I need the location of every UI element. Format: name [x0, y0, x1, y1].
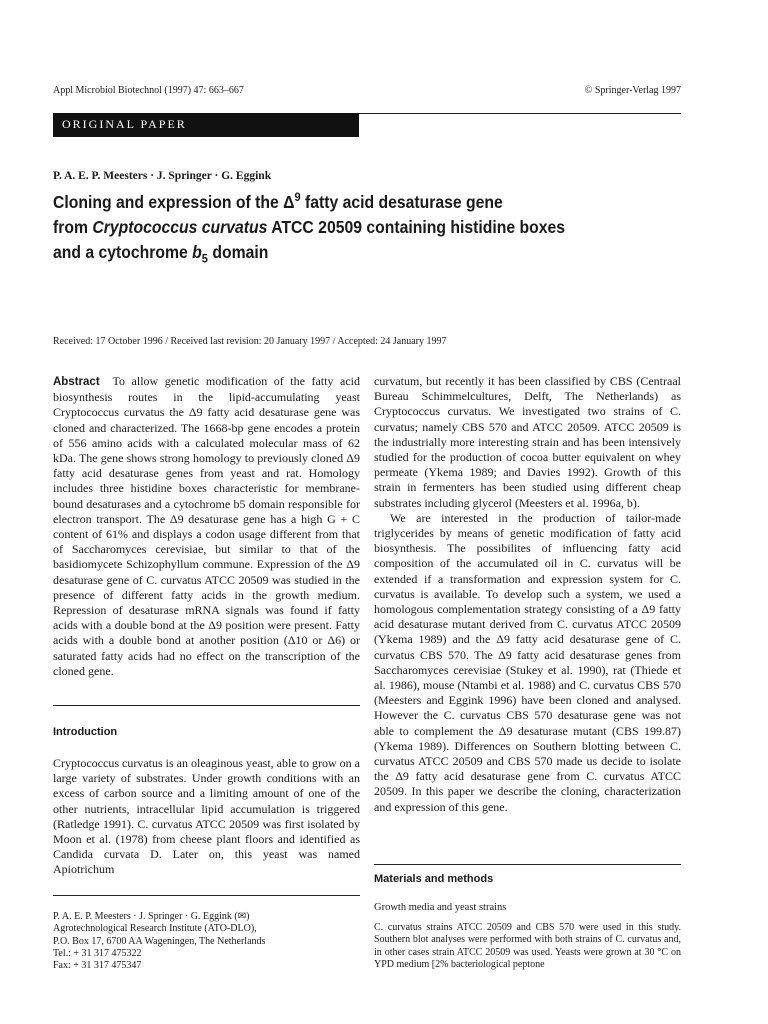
title-line2-text: from: [53, 217, 93, 237]
affiliation-tel: Tel.: + 31 317 475322: [53, 947, 142, 959]
abstract: [53, 374, 360, 679]
title-line1-text: Cloning and expression of the Δ: [53, 192, 295, 212]
title-line3-text: and a cytochrome: [53, 242, 193, 262]
right-column-text: [374, 374, 681, 815]
author-list: P. A. E. P. Meesters · J. Springer · G. Eggink: [53, 170, 272, 182]
section-label-bar: [53, 113, 359, 137]
section-label: ORIGINAL PAPER: [62, 117, 187, 131]
footnote-rule: [53, 895, 360, 896]
introduction-heading: Introduction: [53, 726, 118, 738]
affiliation-fax: Fax: + 31 317 475347: [53, 960, 142, 972]
affiliation-address: P.O. Box 17, 6700 AA Wageningen, The Netherlands: [53, 935, 266, 947]
introduction-paragraph: Cryptococcus curvatus is an oleaginous yeast, able to grow on a large variety of substrates. Under growth conditions with an excess of carbon source and a limiting amount of one of the other nutrients, intracellular lipid accumulation is triggered (Ratledge 1991). C. curvatus ATCC 20509 was first isolated by Moon et al. (1978) from cheese plant floors and identified as Candida curvata D. Later on, this yeast was named Apiotrichum: [53, 756, 360, 877]
title-line3-rest: domain: [207, 242, 269, 262]
title-line1-rest: fatty acid desaturase gene: [300, 192, 503, 212]
header-rule: [359, 113, 681, 114]
title-species: Cryptococcus curvatus: [92, 217, 268, 237]
title-line2-rest: ATCC 20509 containing histidine boxes: [267, 217, 566, 237]
copyright-notice: © Springer-Verlag 1997: [584, 85, 681, 96]
introduction-text: [53, 756, 360, 878]
title-cytochrome-b: b: [192, 242, 202, 262]
growth-media-text: C. curvatus strains ATCC 20509 and CBS 570 were used in this study. Southern blot analyses were performed with both strains of C. curvatus and, in other cases strain ATCC 20509 was used. Yeasts were grown at 30 °C on YPD medium [2% bacteriological peptone: [374, 922, 681, 971]
abstract-text: To allow genetic modification of the fatty acid biosynthesis routes in the lipid-accumulating yeast Cryptococcus curvatus the Δ9 fatty acid desaturase gene was cloned and characterized. The 1668-bp gene encodes a protein of 556 amino acids with a calculated molecular mass of 62 kDa. The gene shows strong homology to previously cloned Δ9 fatty acid desaturase genes from yeast and rat. Homology includes three histidine boxes characteristic for membrane-bound desaturases and a cytochrome b5 domain responsible for electron transport. The Δ9 desaturase gene has a high G + C content of 61% and displays a codon usage different from that of Saccharomyces cerevisiae, but similar to that of the basidiomycete Schizophyllum commune. Expression of the Δ9 desaturase gene of C. curvatus ATCC 20509 was studied in the presence of different fatty acids in the growth medium. Repression of desaturase mRNA signals was found if fatty acids with a double bond at the Δ9 position were present. Fatty acids with a double bond at another position (Δ10 or Δ6) or saturated fatty acids had no effect on the transcription of the cloned gene.: [53, 374, 360, 678]
author-affiliation: [53, 911, 360, 972]
journal-reference: Appl Microbiol Biotechnol (1997) 47: 663–667: [53, 85, 244, 96]
right-paragraph-2: We are interested in the production of tailor-made triglycerides by means of genetic modification of fatty acid biosynthesis. The possibilites of influencing fatty acid composition of the accumulated oil in C. curvatus will be extended if a transformation and expression system for C. curvatus is available. To develop such a system, we used a homologous complementation strategy consisting of a Δ9 fatty acid desaturase mutant derived from C. curvatus ATCC 20509 (Ykema 1989) and the Δ9 fatty acid desaturase gene of C. curvatus CBS 570. The Δ9 fatty acid desaturase genes from Saccharomyces cerevisiae (Stukey et al. 1990), rat (Thiede et al. 1986), mouse (Ntambi et al. 1988) and C. curvatus CBS 570 (Meesters and Eggink 1996) have been cloned and analysed. However the C. curvatus CBS 570 desaturase gene was not able to complement the Δ9 desaturase mutant (CBS 199.87) (Ykema 1989). Differences on Southern blotting between C. curvatus ATCC 20509 and CBS 570 made us decide to isolate the Δ9 fatty acid desaturase gene from C. curvatus ATCC 20509. In this paper we describe the cloning, characterization and expression of this gene.: [374, 510, 681, 814]
title-subscript: 5: [201, 251, 208, 266]
section-rule-methods: [374, 864, 681, 865]
abstract-label: Abstract: [53, 376, 100, 388]
growth-media-heading: Growth media and yeast strains: [374, 902, 507, 913]
section-rule: [53, 705, 360, 706]
affiliation-institute: Agrotechnological Research Institute (ATO-DLO),: [53, 923, 257, 935]
affiliation-names: P. A. E. P. Meesters · J. Springer · G. Eggink (✉): [53, 911, 250, 922]
paper-title: [53, 190, 629, 265]
title-superscript: 9: [294, 190, 301, 205]
right-paragraph-1: curvatum, but recently it has been classified by CBS (Centraal Bureau Schimmelcultures, Delft, The Netherlands) as Cryptococcus curvatus. We investigated two strains of C. curvatus; namely CBS 570 and ATCC 20509. ATCC 20509 is the industrially more interesting strain and has been intensively studied for the production of cocoa butter equivalent on whey permeate (Ykema 1989; and Davies 1992). Growth of this strain in fermenters has been studied using different cheap substrates including glycerol (Meesters et al. 1996a, b).: [374, 374, 681, 510]
methods-heading: Materials and methods: [374, 873, 494, 885]
received-dates: Received: 17 October 1996 / Received last revision: 20 January 1997 / Accepted: 24 January 1997: [53, 336, 447, 347]
